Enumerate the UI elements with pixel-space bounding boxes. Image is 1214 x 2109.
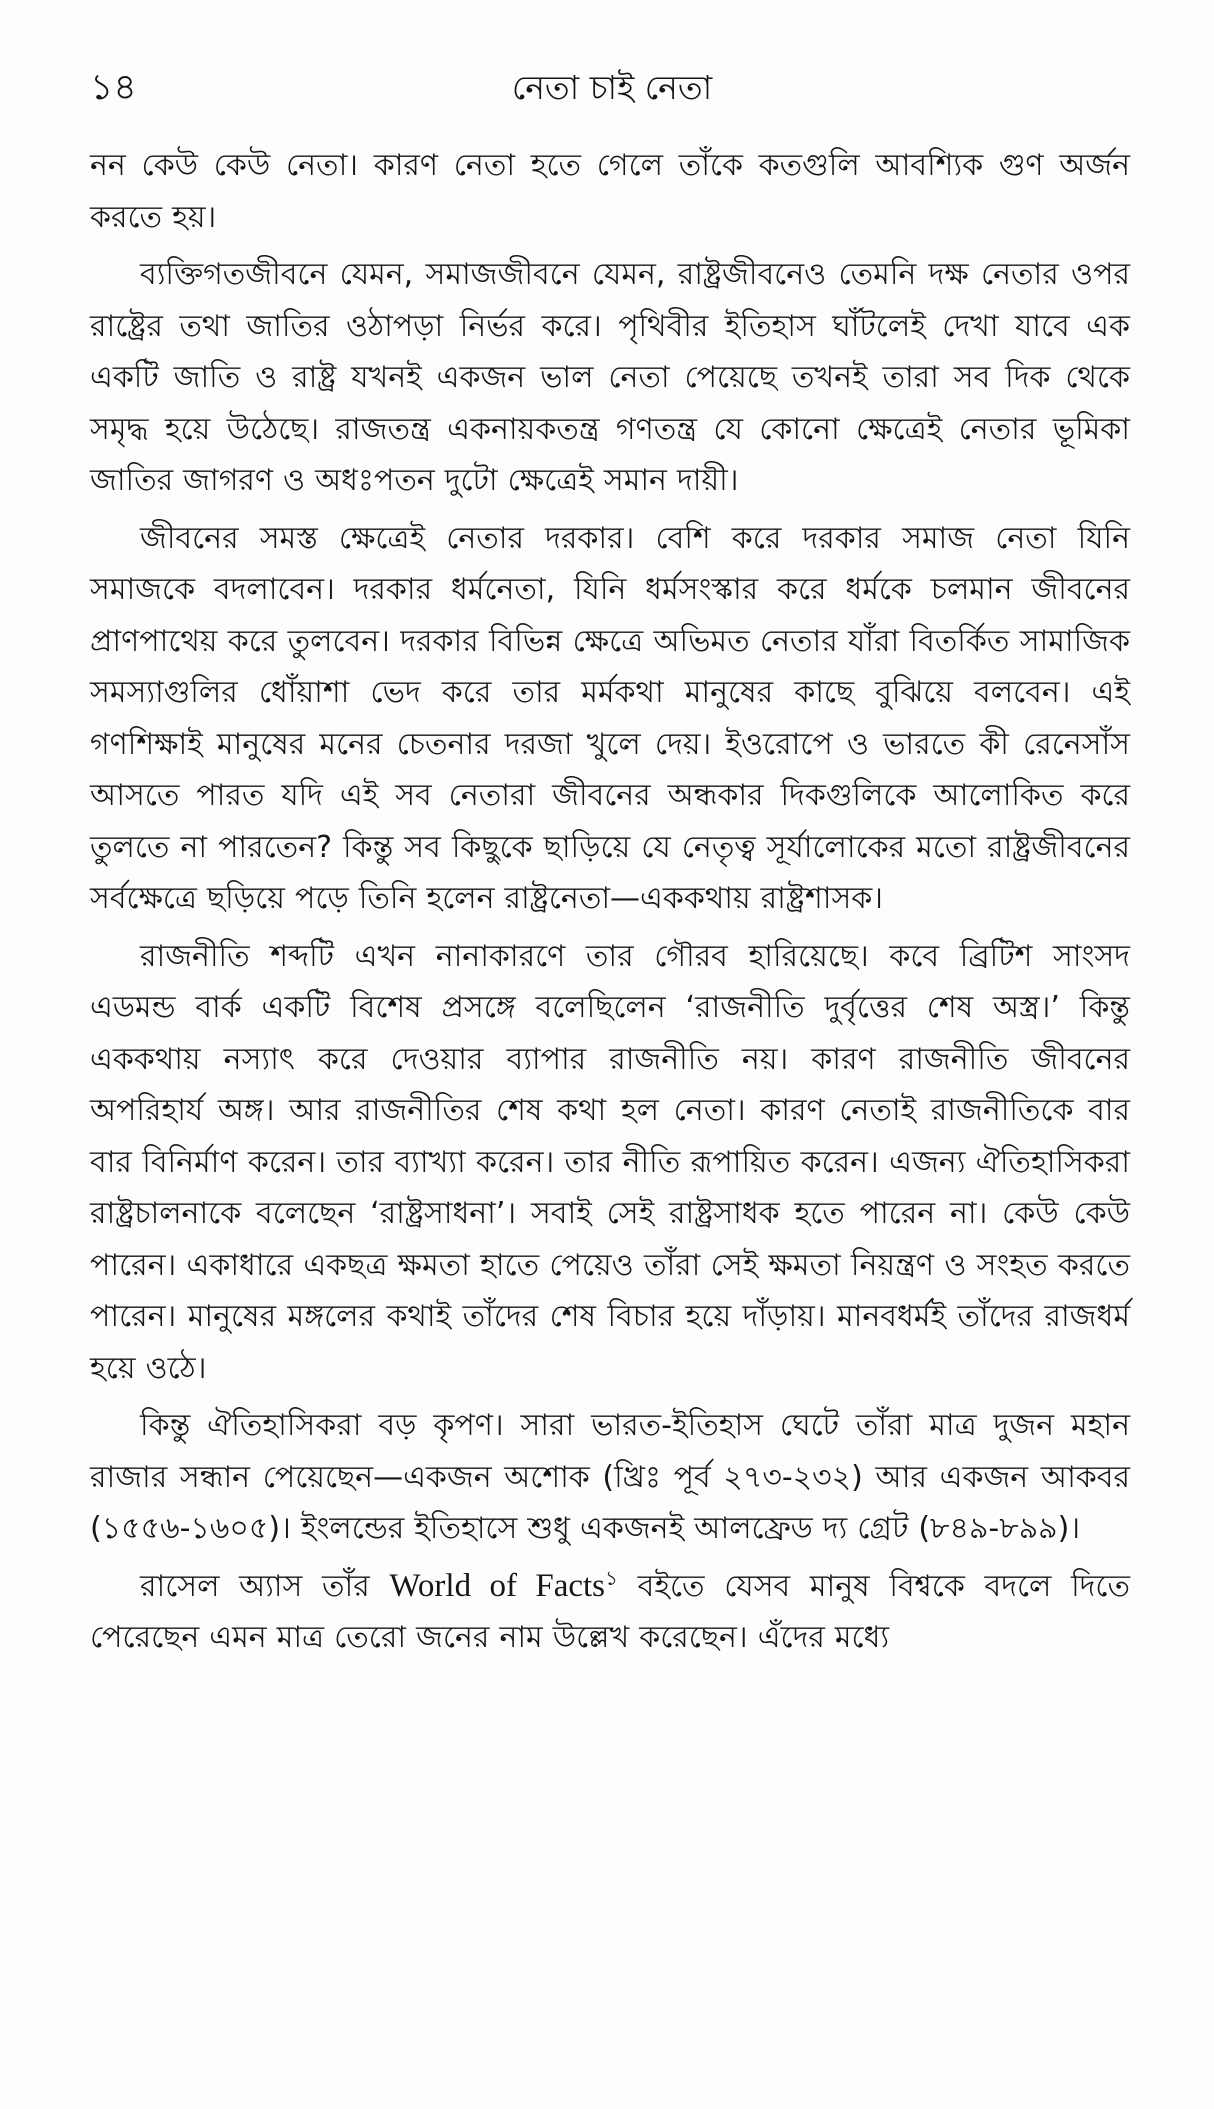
- running-title: নেতা চাই নেতা: [511, 68, 713, 107]
- body-text: [90, 140, 1130, 1670]
- page-number: ১৪: [90, 67, 137, 108]
- paragraph-5: কিন্তু ঐতিহাসিকরা বড় কৃপণ। সারা ভারত-ইতিহাস ঘেটে তাঁরা মাত্র দুজন মহান রাজার সন্ধান পেয়েছেন—একজন অশোক (খ্রিঃ পূর্ব ২৭৩-২৩২) আর একজন আকবর (১৫৫৬-১৬০৫)। ইংলন্ডের ইতিহাসে শুধু একজনই আলফ্রেড দ্য গ্রেট (৮৪৯-৮৯৯)।: [90, 1408, 1130, 1546]
- book-title: World of Facts: [389, 1567, 606, 1604]
- paragraph-3: জীবনের সমস্ত ক্ষেত্রেই নেতার দরকার। বেশি করে দরকার সমাজ নেতা যিনি সমাজকে বদলাবেন। দরকার ধর্মনেতা, যিনি ধর্মসংস্কার করে ধর্মকে চলমান জীবনের প্রাণপাথেয় করে তুলবেন। দরকার বিভিন্ন ক্ষেত্রে অভিমত নেতার যাঁরা বিতর্কিত সামাজিক সমস্যাগুলির ধোঁয়াশা ভেদ করে তার মর্মকথা মানুষের কাছে বুঝিয়ে বলবেন। এই গণশিক্ষাই মানুষের মনের চেতনার দরজা খুলে দেয়। ইওরোপে ও ভারতে কী রেনেসাঁস আসতে পারত যদি এই সব নেতারা জীবনের অন্ধকার দিকগুলিকে আলোকিত করে তুলতে না পারতেন? কিন্তু সব কিছুকে ছাড়িয়ে যে নেতৃত্ব সূর্যালোকের মতো রাষ্ট্রজীবনের সর্বক্ষেত্রে ছড়িয়ে পড়ে তিনি হলেন রাষ্ট্রনেতা—এককথায় রাষ্ট্রশাসক।: [90, 520, 1130, 916]
- footnote-mark: ১: [605, 1565, 618, 1590]
- paragraph-1: নন কেউ কেউ নেতা। কারণ নেতা হতে গেলে তাঁকে কতগুলি আবশ্যিক গুণ অর্জন করতে হয়।: [90, 148, 1130, 235]
- paragraph-6-rest: বইতে যেসব মানুষ বিশ্বকে বদলে দিতে পেরেছেন এমন মাত্র তেরো জনের নাম উল্লেখ করেছেন। এঁদের মধ্যে: [90, 1568, 1130, 1655]
- page-header: [90, 58, 1134, 118]
- paragraph-4: রাজনীতি শব্দটি এখন নানাকারণে তার গৌরব হারিয়েছে। কবে ব্রিটিশ সাংসদ এডমন্ড বার্ক একটি বিশেষ প্রসঙ্গে বলেছিলেন ‘রাজনীতি দুর্বৃত্তের শেষ অস্ত্র।’ কিন্তু এককথায় নস্যাৎ করে দেওয়ার ব্যাপার রাজনীতি নয়। কারণ রাজনীতি জীবনের অপরিহার্য অঙ্গ। আর রাজনীতির শেষ কথা হল নেতা। কারণ নেতাই রাজনীতিকে বার বার বিনির্মাণ করেন। তার ব্যাখ্যা করেন। তার নীতি রূপায়িত করেন। এজন্য ঐতিহাসিকরা রাষ্ট্রচালনাকে বলেছেন ‘রাষ্ট্রসাধনা’। সবাই সেই রাষ্ট্রসাধক হতে পারেন না। কেউ কেউ পারেন। একাধারে একছত্র ক্ষমতা হাতে পেয়েও তাঁরা সেই ক্ষমতা নিয়ন্ত্রণ ও সংহত করতে পারেন। মানুষের মঙ্গলের কথাই তাঁদের শেষ বিচার হয়ে দাঁড়ায়। মানবধর্মই তাঁদের রাজধর্ম হয়ে ওঠে।: [90, 938, 1130, 1386]
- paragraph-6-lead: রাসেল অ্যাস তাঁর: [140, 1568, 370, 1604]
- paragraph-2: ব্যক্তিগতজীবনে যেমন, সমাজজীবনে যেমন, রাষ্ট্রজীবনেও তেমনি দক্ষ নেতার ওপর রাষ্ট্রের তথা জাতির ওঠাপড়া নির্ভর করে। পৃথিবীর ইতিহাস ঘাঁটলেই দেখা যাবে এক একটি জাতি ও রাষ্ট্র যখনই একজন ভাল নেতা পেয়েছে তখনই তারা সব দিক থেকে সমৃদ্ধ হয়ে উঠেছে। রাজতন্ত্র একনায়কতন্ত্র গণতন্ত্র যে কোনো ক্ষেত্রেই নেতার ভূমিকা জাতির জাগরণ ও অধঃপতন দুটো ক্ষেত্রেই সমান দায়ী।: [90, 257, 1130, 498]
- paragraph-6: [90, 1561, 1130, 1664]
